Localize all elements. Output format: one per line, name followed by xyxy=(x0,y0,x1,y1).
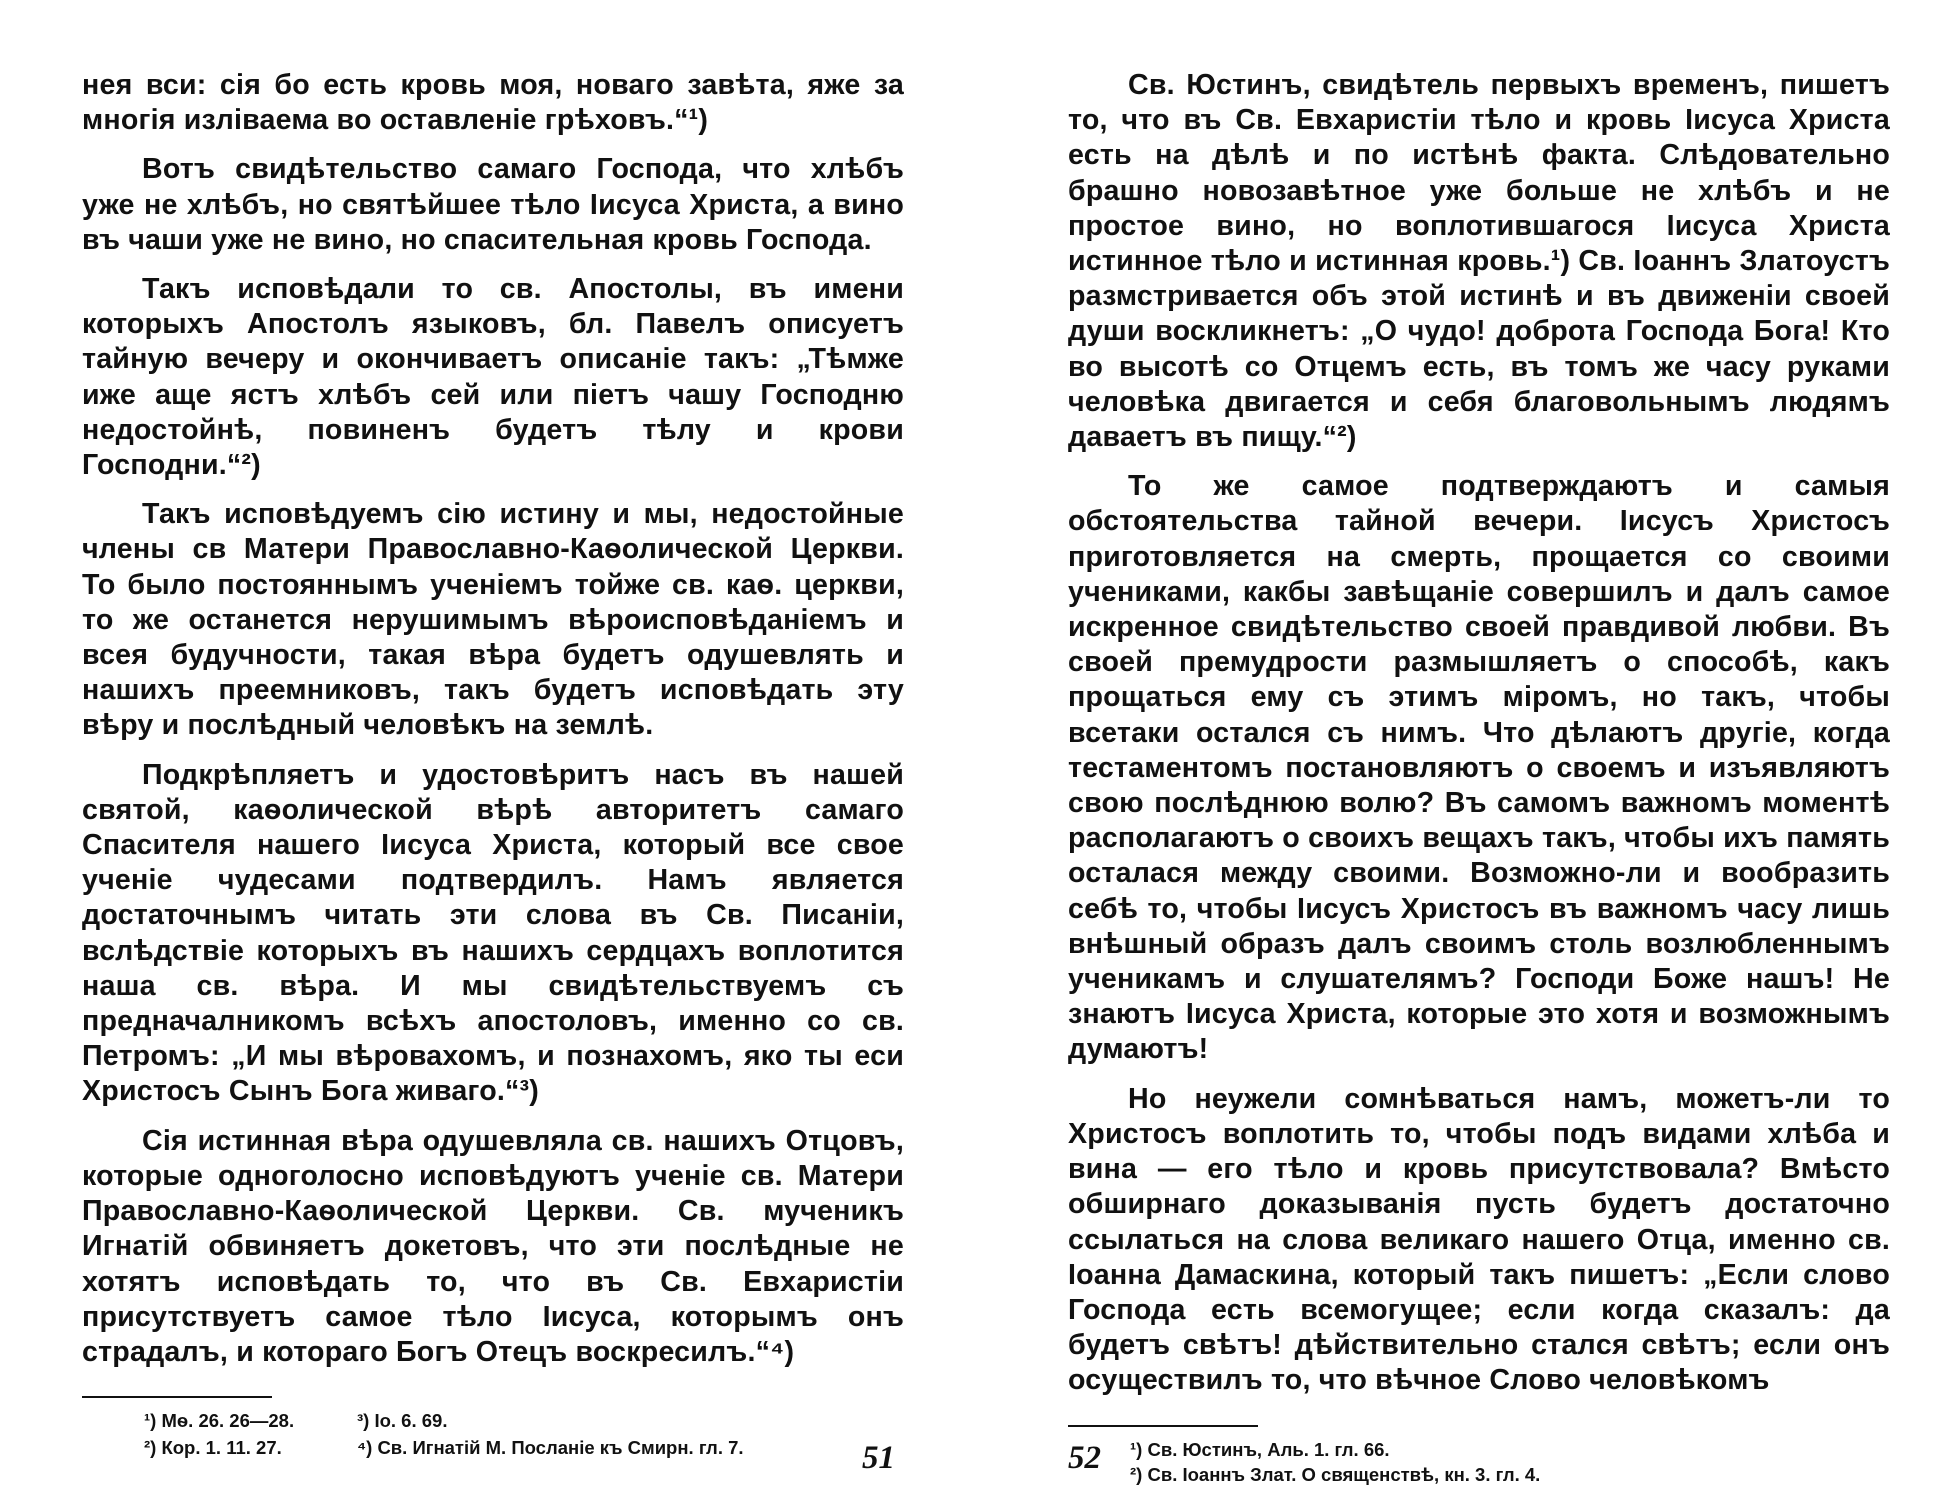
footnote: ²) Кор. 1. 11. 27. xyxy=(144,1437,282,1459)
page-number: 52 xyxy=(1068,1440,1101,1476)
paragraph: Но неужели сомнѣваться намъ, можетъ-ли то Христосъ воплотить то, чтобы подъ видами хлѣба и вина — его тѣло и кровь присутствовала? Вмѣсто обширнаго доказыванія пусть будетъ достаточно ссылаться на слова великаго нашего Отца, именно св. Іоанна Дамаскина, который такъ пишетъ: „Если слово Господа есть всемогущее; если когда сказалъ: да будетъ свѣтъ! дѣйствительно сталcя свѣтъ; если онъ осуществилъ то, что вѣчное Слово человѣкомъ xyxy=(1068,1082,1890,1397)
footnote: ²) Св. Іоаннъ Злат. О священствѣ, кн. 3. гл. 4. xyxy=(1130,1463,1541,1485)
paragraph: Сія истинная вѣра одушевляла св. нашихъ Отцовъ, которые одноголосно исповѣдуютъ ученіе св. Матери Православно-Каѳолической Церкви. Св. мученикъ Игнатій обвиняетъ докетовъ, что эти послѣдные не хотятъ исповѣдать то, что въ Св. Евхаристіи присутствуетъ самое тѣло Іисуса, которымъ онъ страдалъ, и котораго Богъ Отецъ воскресилъ.“⁴) xyxy=(82,1124,904,1368)
paragraph: Подкрѣпляетъ и удостовѣритъ насъ въ нашей святой, каѳолической вѣрѣ авторитетъ самаго Спасителя нашего Іисуса Христа, который все свое ученіе чудесами подтвердилъ. Намъ является достаточнымъ читать эти слова въ Св. Писаніи, вслѣдствіе которыхъ въ нашихъ сердцахъ воплотится наша св. вѣра. И мы свидѣтельствуемъ съ предначалникомъ всѣхъ апостоловъ, именно со св. Петромъ: „И мы вѣровахомъ, и познахомъ, яко ты еси Христосъ Сынъ Бога живаго.“³) xyxy=(82,758,904,1108)
footnote-divider xyxy=(1068,1425,1258,1427)
footnote: ⁴) Св. Игнатій М. Посланіе къ Смирн. гл. 7. xyxy=(357,1437,744,1459)
paragraph: Такъ исповѣдали то св. Апостолы, въ имени которыхъ Апостолъ языковъ, бл. Павелъ описуетъ тайную вечеру и окончиваетъ описаніе такъ: „Тѣмже иже аще ястъ хлѣбъ сей или піетъ чашу Господню недостойнѣ, повиненъ будетъ тѣлу и крови Господни.“²) xyxy=(82,273,904,482)
footnotes xyxy=(1068,1437,1890,1487)
footnotes xyxy=(82,1408,904,1460)
footnote-divider xyxy=(82,1396,272,1398)
footnote: ¹) Мѳ. 26. 26—28. xyxy=(144,1410,295,1432)
right-page xyxy=(1068,68,1890,1487)
footnote: ³) Іо. 6. 69. xyxy=(357,1410,448,1432)
footnote: ¹) Св. Юстинъ, Аль. 1. гл. 66. xyxy=(1130,1438,1390,1460)
paragraph: нея вси: сія бо есть кровь моя, новаго завѣта, яже за многія изліваема во оставленіе грѣховъ.“¹) xyxy=(82,69,904,137)
page-number: 51 xyxy=(862,1440,895,1476)
paragraph: Св. Юстинъ, свидѣтель первыхъ временъ, пишетъ то, что въ Св. Евхаристіи тѣло и кровь Іисуса Христа есть на дѣлѣ и по истѣнѣ факта. Слѣдовательно брашно новозавѣтное уже больше не хлѣбъ и не простое вино, но воплотившагося Іисуса Христа истинное тѣло и истинная кровь.¹) Св. Іоаннъ Златоустъ размстривается объ этой истинѣ и въ движеніи своей души воскликнетъ: „О чудо! доброта Господа Бога! Кто во высотѣ со Отцемъ есть, въ томъ же часу руками человѣка двигается и себя благовольнымъ людямъ даваетъ въ пищу.“²) xyxy=(1068,69,1890,454)
paragraph: То же самое подтверждаютъ и самыя обстоятельства тайной вечери. Іисусъ Христосъ приготовляется на смерть, прощается со своими учениками, какбы завѣщаніе совершилъ и далъ самое искренное свидѣтельство своей правдивой любви. Въ своей премудрости размышляетъ о способѣ, какъ прощаться ему съ этимъ міромъ, но такъ, чтобы всетаки остался съ нимъ. Что дѣлаютъ другіе, когда тестаментомъ постановляютъ о своемъ и изъявляютъ свою послѣднюю волю? Въ самомъ важномъ моментѣ располагаютъ о своихъ вещахъ такъ, чтобы ихъ память осталася между своими. Возможно-ли и вообразить себѣ то, чтобы Іисусъ Христосъ въ важномъ часу лишь внѣшный образъ далъ своимъ столь возлюбленнымъ ученикамъ и слушателямъ? Господи Боже нашъ! Не знаютъ Іисуса Христа, которые это хотя и возможнымъ думаютъ! xyxy=(1068,470,1890,1066)
paragraph: Вотъ свидѣтельство самаго Господа, что хлѣбъ уже не хлѣбъ, но святѣйшее тѣло Іисуса Христа, а вино въ чаши уже не вино, но спасительная кровь Господа. xyxy=(82,153,904,256)
left-page xyxy=(82,68,904,1460)
paragraph: Такъ исповѣдуемъ сію истину и мы, недостойные члены св Матери Православно-Каѳолической Церкви. То было постояннымъ ученіемъ тойже св. каѳ. церкви, то же останется нерушимымъ вѣроисповѣданіемъ и всея будучности, такая вѣра будетъ одушевлять и нашихъ преемниковъ, такъ будетъ исповѣдать эту вѣру и послѣдный человѣкъ на землѣ. xyxy=(82,498,904,742)
